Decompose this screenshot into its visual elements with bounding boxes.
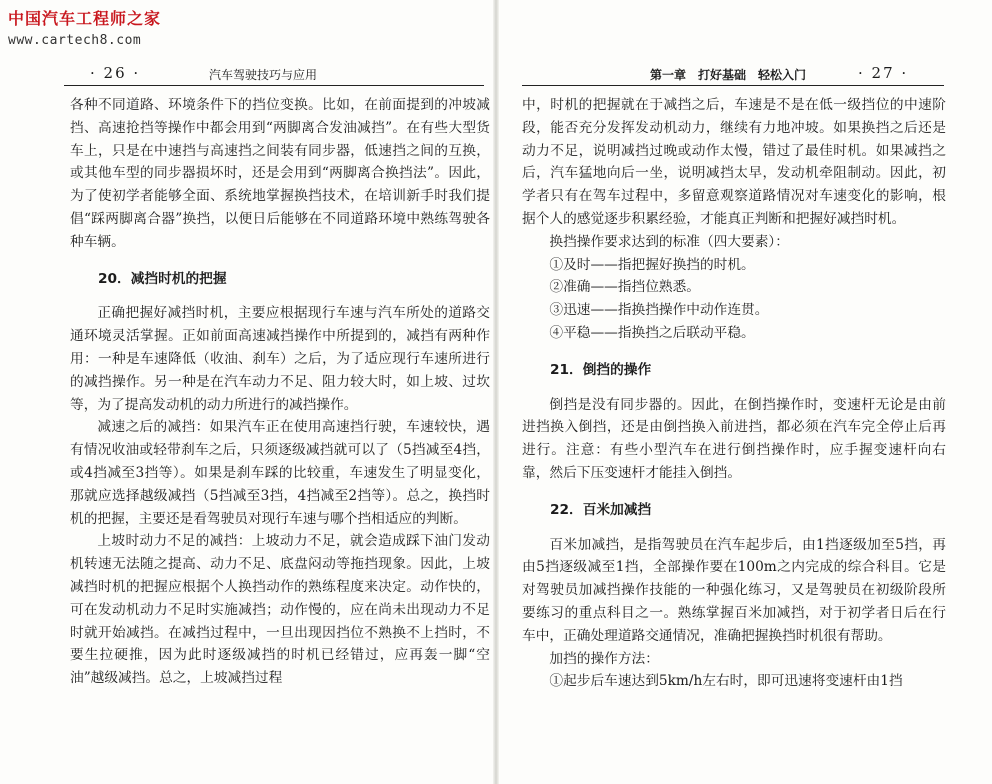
left-page-header <box>64 62 484 86</box>
left-page-number: · 26 · <box>90 64 141 82</box>
right-page-body <box>522 94 946 693</box>
paragraph: 减速之后的减挡：如果汽车正在使用高速挡行驶，车速较快，遇有情况收油或轻带刹车之后，只须逐级减挡就可以了（5挡减至4挡，或4挡减至3挡等）。如果是刹车踩的比较重，车速发生了明显变化，那就应选择越级减挡（5挡减至3挡，4挡减至2挡等）。总之，换挡时机的把握，主要还是看驾驶员对现行车速与哪个挡相适应的判断。 <box>70 419 490 527</box>
requirement-item: ④平稳——指换挡之后联动平稳。 <box>549 324 755 341</box>
paragraph: 百米加减挡，是指驾驶员在汽车起步后，由1挡逐级加至5挡，再由5挡逐级减至1挡，全部操作要在100m之内完成的综合科目。它是对驾驶员加减挡操作技能的一种强化练习，又是驾驶员在初级阶段所要练习的重点科目之一。熟练掌握百米加减挡，对于初学者日后在行车中，正确处理道路交通情况，准确把握换挡时机很有帮助。 <box>522 536 946 644</box>
left-running-title: 汽车驾驶技巧与应用 <box>209 68 318 82</box>
paragraph: 倒挡是没有同步器的。因此，在倒挡操作时，变速杆无论是由前进挡换入倒挡，还是由倒挡换入前进挡，都必须在汽车完全停止后再进行。注意：有些小型汽车在进行倒挡操作时，应手握变速杆向右靠，然后下压变速杆才能挂入倒挡。 <box>522 396 946 481</box>
paragraph: 上坡时动力不足的减挡：上坡动力不足，就会造成踩下油门发动机转速无法随之提高、动力不足、底盘闷动等拖挡现象。因此，上坡减挡时机的把握应根据个人换挡动作的熟练程度来决定。动作快的，可在发动机动力不足时实施减挡；动作慢的，应在尚未出现动力不足时就开始减挡。在减挡过程中，一旦出现因挡位不熟换不上挡时，不要生拉硬推，因为此时逐级减挡的时机已经错过，应再轰一脚“空油”越级减挡。总之，上坡减挡过程 <box>70 533 490 687</box>
right-page-number: · 27 · <box>858 64 909 82</box>
paragraph: 各种不同道路、环境条件下的挡位变换。比如，在前面提到的冲坡减挡、高速抢挡等操作中都会用到“两脚离合发油减挡”。在有些大型货车上，只是在中速挡与高速挡之间装有同步器，低速挡之间的互换，或其他车型的同步器损坏时，还是会用到“两脚离合换挡法”。因此，为了使初学者能够全面、系统地掌握换挡技术，在培训新手时我们提倡“踩两脚离合器”换挡，以便日后能够在不同道路环境中熟练驾驶各种车辆。 <box>70 97 490 250</box>
watermark-site-name: 中国汽车工程师之家 <box>8 9 162 28</box>
section-heading-21: 21．倒挡的操作 <box>550 361 652 378</box>
right-page-header <box>522 62 944 86</box>
paragraph: 中，时机的把握就在于减挡之后，车速是不是在低一级挡位的中速阶段，能否充分发挥发动机动力，继续有力地冲坡。如果换挡之后还是动力不足，说明减挡过晚或动作太慢，错过了最佳时机。如果减挡之后，汽车猛地向后一坐，说明减挡太早，发动机牵阻制动。因此，初学者只有在驾车过程中，多留意观察道路情况对车速变化的影响，根据个人的感觉逐步积累经验，才能真正判断和把握好减挡时机。 <box>522 97 946 227</box>
watermark-url: www.cartech8.com <box>8 33 142 48</box>
requirement-item: ③迅速——指换挡操作中动作连贯。 <box>549 302 769 319</box>
section-heading-22: 22．百米加减挡 <box>550 501 652 518</box>
right-chapter-title: 第一章 打好基础 轻松入门 <box>650 68 807 82</box>
section-heading-20: 20．减挡时机的把握 <box>98 270 227 287</box>
requirement-item: ①及时——指把握好换挡的时机。 <box>549 256 755 273</box>
paragraph: ①起步后车速达到5km/h左右时，即可迅速将变速杆由1挡 <box>549 673 903 690</box>
left-page-body <box>70 94 490 690</box>
paragraph: 加挡的操作方法： <box>549 650 659 667</box>
right-page <box>496 0 992 784</box>
paragraph: 换挡操作要求达到的标准（四大要素）： <box>549 233 789 250</box>
requirement-item: ②准确——指挡位熟悉。 <box>549 279 700 296</box>
paragraph: 正确把握好减挡时机，主要应根据现行车速与汽车所处的道路交通环境灵活掌握。正如前面高速减挡操作中所提到的，减挡有两种作用：一种是车速降低（收油、刹车）之后，为了适应现行车速所进行的减挡操作。另一种是在汽车动力不足、阻力较大时，如上坡、过坎等，为了提高发动机的动力所进行的减挡操作。 <box>70 305 490 413</box>
